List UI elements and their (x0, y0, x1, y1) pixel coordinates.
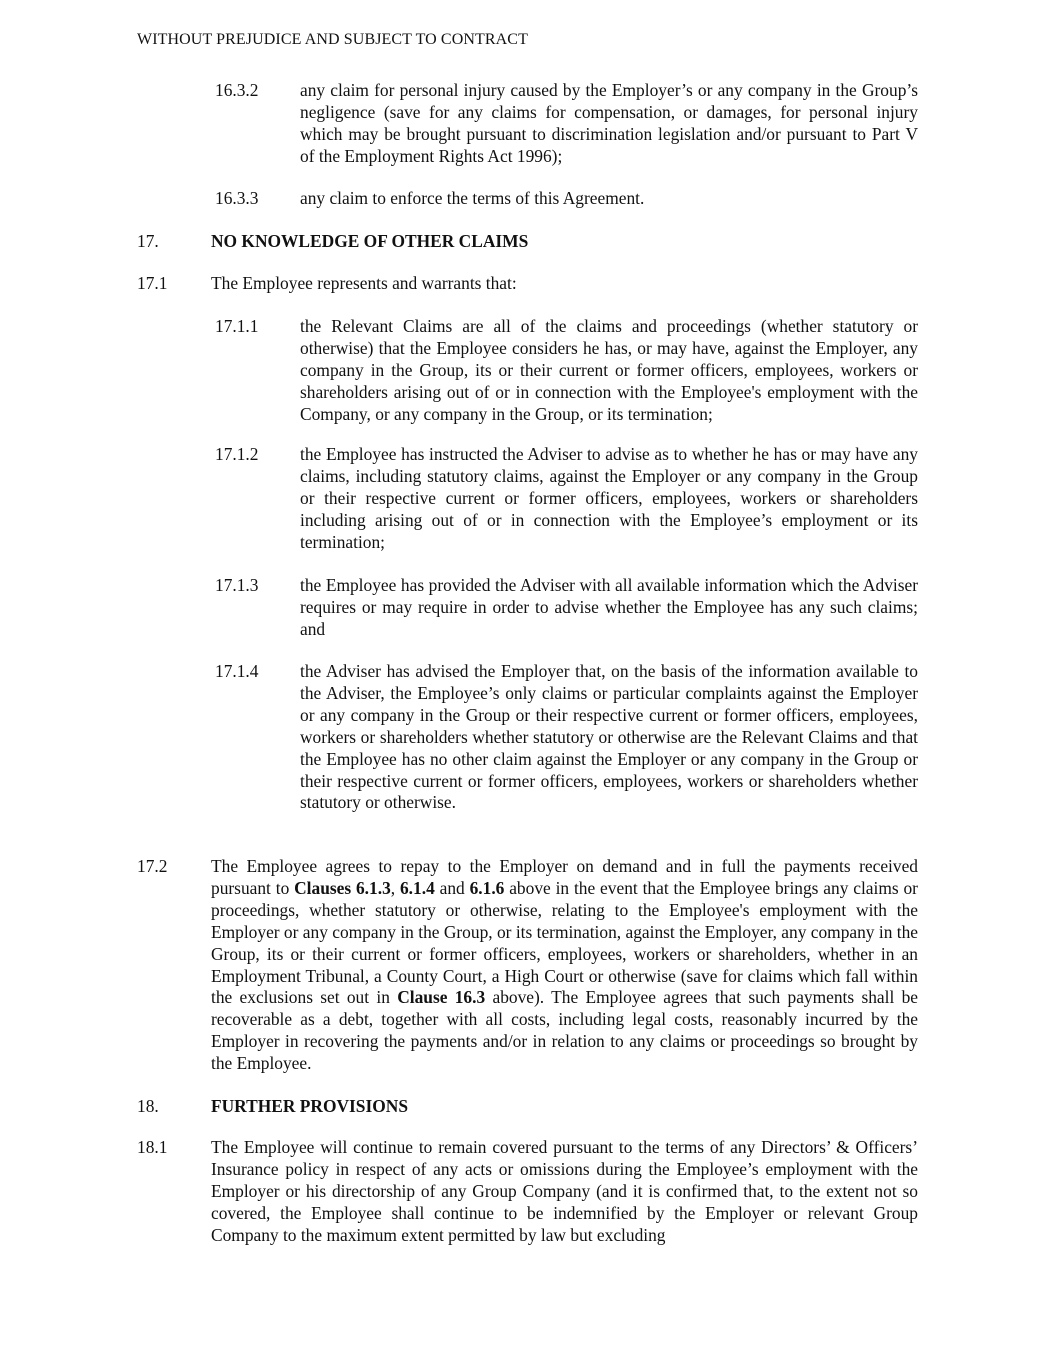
clause-reference: 6.1.4 (399, 877, 435, 898)
clause-number: 18.1 (137, 1137, 168, 1157)
clause-text-part: , (390, 877, 400, 898)
clause-text: any claim for personal injury caused by the Employer’s or any company in the Group’s negligence (save for any claims for compensation, or damages, for personal injury which may be brought pursuant to discrimination legislation and/or pursuant to Part V of the Employment Rights Act 1996); (300, 80, 918, 166)
clause-text-part: The Employee agrees to repay to the Employer on demand and in full the payments received pursuant to (211, 856, 918, 898)
clause-text-part: and (434, 877, 470, 898)
page-header: WITHOUT PREJUDICE AND SUBJECT TO CONTRACT (137, 31, 528, 48)
clause-number: 17.1.1 (215, 316, 259, 336)
section-title: NO KNOWLEDGE OF OTHER CLAIMS (211, 231, 529, 251)
clause-number: 17.1.4 (215, 661, 259, 681)
section-number: 17. (137, 231, 159, 251)
clause-reference: 6.1.6 (469, 877, 505, 898)
clause-text (211, 856, 918, 1075)
clause-text: the Relevant Claims are all of the claims and proceedings (whether statutory or otherwise) that the Employee considers he has, or may have, against the Employer, any company in the Group, its or their current or former officers, employees, workers or shareholders arising out of or in connection with the Employee's employment with the Company, or any company in the Group, or its termination; (300, 316, 918, 424)
clause-number: 16.3.3 (215, 188, 259, 208)
clause-text: the Adviser has advised the Employer that, on the basis of the information available to the Adviser, the Employee’s only claims or particular complaints against the Employer or any company in the Group or their respective current or former officers, employees, workers or shareholders whether statutory or otherwise are the Relevant Claims and that the Employee has no other claim against the Employer or any company in the Group or their respective current or former officers, employees, workers or shareholders whether statutory or otherwise. (300, 661, 918, 813)
section-number: 18. (137, 1096, 159, 1116)
clause-text-part: above). The Employee agrees that such payments shall be recoverable as a debt, together with all costs, including legal costs, reasonably incurred by the Employer in recovering the payments and/or in relation to any claims or proceedings so brought by the Employee. (211, 987, 918, 1074)
clause-number: 17.2 (137, 856, 168, 876)
clause-text: any claim to enforce the terms of this Agreement. (300, 188, 645, 208)
clause-number: 17.1.3 (215, 575, 259, 595)
clause-number: 16.3.2 (215, 80, 259, 100)
clause-text: The Employee represents and warrants that: (211, 273, 517, 293)
clause-text-part: above in the event that the Employee brings any claims or proceedings, whether statutory or otherwise, relating to the Employee's employment with the Employer or any company in the Group, or its termination, against the Employer, any company in the Group, its or their current or former officers, employees, workers or shareholders, whether in an Employment Tribunal, a County Court, a High Court or otherwise (save for claims which fall within the exclusions set out in (211, 877, 918, 1008)
clause-number: 17.1 (137, 273, 168, 293)
clause-text: the Employee has provided the Adviser with all available information which the Adviser requires or may require in order to advise whether the Employee has any such claims; and (300, 575, 918, 639)
section-title: FURTHER PROVISIONS (211, 1096, 408, 1116)
clause-reference: Clauses 6.1.3 (294, 877, 391, 898)
clause-text: The Employee will continue to remain covered pursuant to the terms of any Directors’ & Officers’ Insurance policy in respect of any acts or omissions during the Employee’s employment with the Employer or his directorship of any Group Company (and it is confirmed that, to the extent not so covered, the Employee shall continue to be indemnified by the Employer or relevant Group Company to the maximum extent permitted by law but excluding (211, 1137, 918, 1245)
clause-reference: Clause 16.3 (397, 987, 486, 1008)
clause-text: the Employee has instructed the Adviser to advise as to whether he has or may have any claims, including statutory claims, against the Employer or any company in the Group or their respective current or former officers, employees, workers or shareholders including arising out of or in connection with the Employee’s employment or its termination; (300, 444, 918, 552)
clause-number: 17.1.2 (215, 444, 259, 464)
